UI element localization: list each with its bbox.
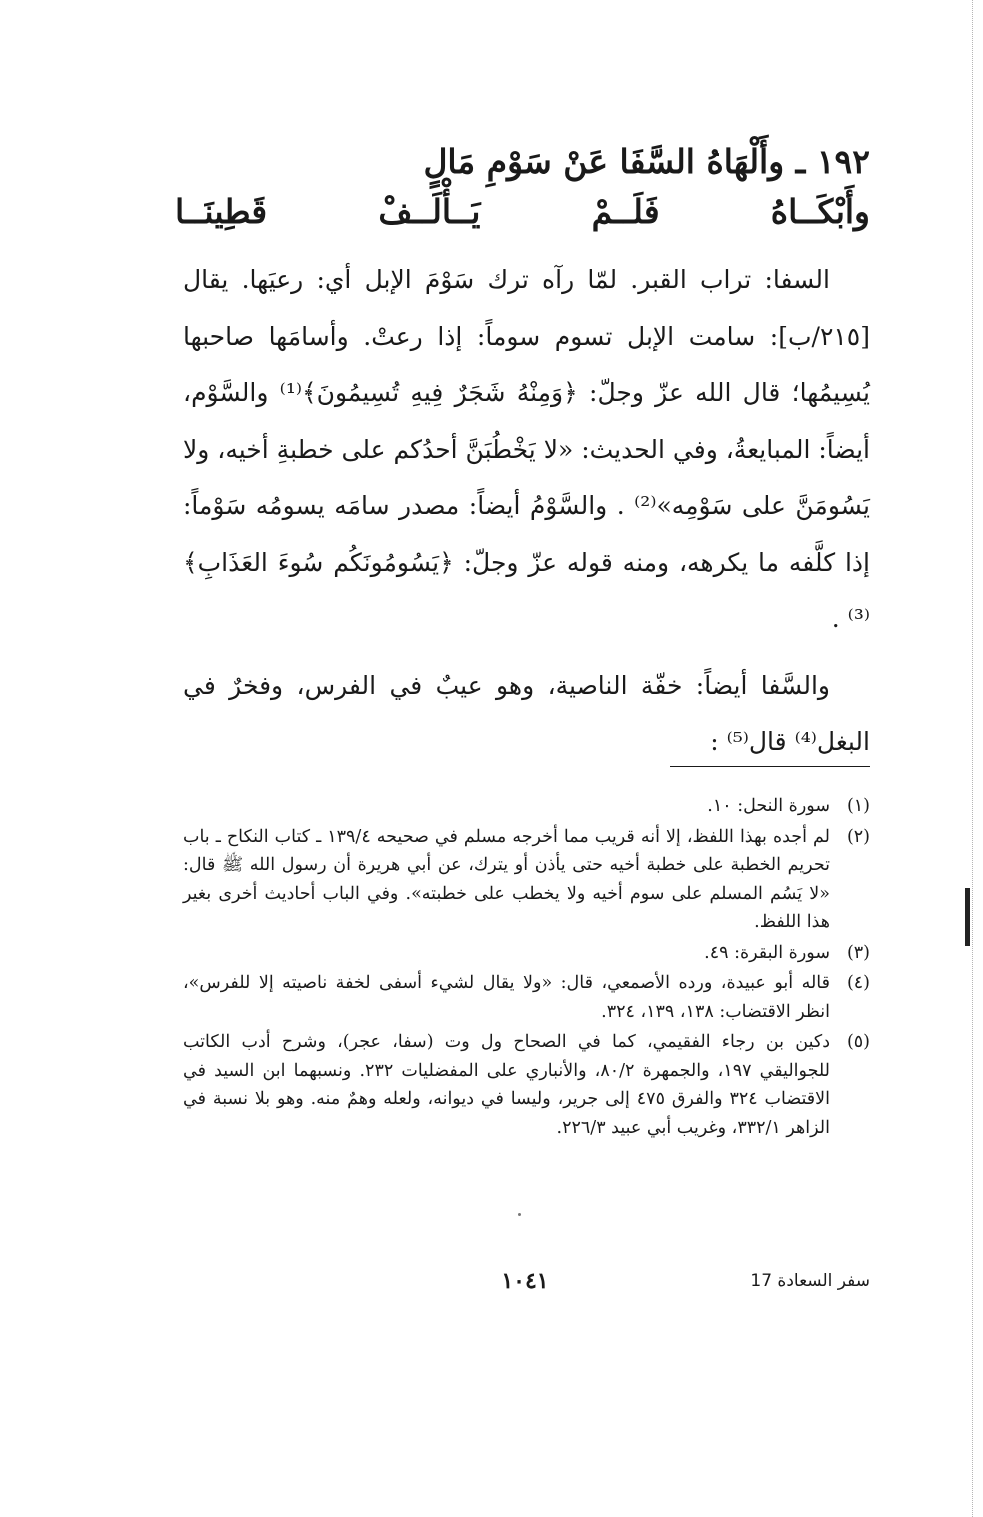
footnotes-section bbox=[183, 792, 870, 1144]
footnote-1 bbox=[183, 792, 870, 821]
footnote-2 bbox=[183, 823, 870, 937]
footnote-text: لم أجده بهذا اللفظ، إلا أنه قريب مما أخرجه مسلم في صحيحه ١٣٩/٤ ـ كتاب النكاح ـ باب تحريم الخطبة على خطبة أخيه حتى يأذن أو يترك، عن أبي هريرة أن رسول الله ﷺ قال: «لا يَسُم المسلم على سوم أخيه ولا يخطب على خطبته». وفي الباب أحاديث أخرى بغير هذا اللفظ. bbox=[183, 826, 830, 932]
scan-edge-line bbox=[972, 0, 973, 1517]
footnote-4 bbox=[183, 969, 870, 1026]
commentary-paragraph-1: السفا: تراب القبر. لمّا رآه ترك سَوْمَ الإبل أي: رعيَها. يقال [٢١٥/ب]: سامت الإبل تسوم سوماً: إذا رعتْ. وأسامَها صاحبها يُسِيمُها؛ قال الله عزّ وجلّ: ﴿وَمِنْهُ شَجَرٌ فِيهِ تُسِيمُونَ﴾⁽¹⁾ والسَّوْم، أيضاً: المبايعةُ، وفي الحديث: «لا يَخْطُبَنَّ أحدُكم على خطبةِ أخيه، ولا يَسُومَنَّ على سَوْمِه»⁽²⁾ . والسَّوْمُ أيضاً: مصدر سامَه يسومُه سَوْماً: إذا كلَّفه ما يكرهه، ومنه قوله عزّ وجلّ: ﴿يَسُومُونَكُم سُوءَ العَذَابِ﴾⁽³⁾ . bbox=[183, 265, 870, 633]
page-number: ١٠٤١ bbox=[501, 1268, 549, 1294]
footnote-separator bbox=[670, 766, 870, 767]
footnote-text: سورة النحل: ١٠. bbox=[707, 796, 830, 816]
footnote-number: (٣) bbox=[846, 942, 870, 963]
footnote-number: (٤) bbox=[846, 973, 870, 993]
commentary-paragraph-2: والسَّفا أيضاً: خفّة الناصية، وهو عيبٌ في الفرس، وفخرٌ في البغل⁽⁴⁾ قال⁽⁵⁾ : bbox=[183, 670, 870, 756]
footnote-text: قاله أبو عبيدة، ورده الأصمعي، قال: «ولا يقال لشيء أسفى لخفة ناصيته إلا للفرس»، انظر الاقتضاب: ١٣٨، ١٣٩، ٣٢٤. bbox=[183, 973, 830, 1022]
footnote-text: سورة البقرة: ٤٩. bbox=[704, 942, 830, 963]
footnote-number: (١) bbox=[846, 796, 870, 816]
running-footer-title: سفر السعادة 17 bbox=[750, 1271, 870, 1291]
scan-edge-mark bbox=[965, 888, 970, 946]
footnote-5 bbox=[183, 1028, 870, 1142]
footnote-number: (٥) bbox=[846, 1032, 870, 1052]
verse-line-1: ١٩٢ ـ وأَلْهَاهُ السَّفَا عَنْ سَوْمِ مَالٍ bbox=[423, 142, 870, 181]
footnote-number: (٢) bbox=[846, 826, 870, 847]
footnote-text: دكين بن رجاء الفقيمي، كما في الصحاح ول وت (سفا، عجر)، وشرح أدب الكاتب للجواليقي ١٩٧، والجمهرة ٨٠/٢، والأنباري على المفضليات ٢٣٢. ونسبهما ابن السيد في الاقتضاب ٣٢٤ والفرق ٤٧٥ إلى جرير، وليسا في ديوانه، ولعله وهمٌ منه. وهو بلا نسبة في الزاهر ٣٣٢/١، وغريب أبي عبيد ٢٢٦/٣. bbox=[183, 1032, 830, 1138]
footnote-3 bbox=[183, 939, 870, 968]
verse-line-2: وأَبْكَــاهُ فَلَــمْ يَــأْلَــفْ قَطِينَــا bbox=[175, 192, 870, 231]
commentary-body bbox=[183, 252, 870, 771]
scan-speck bbox=[518, 1213, 521, 1216]
